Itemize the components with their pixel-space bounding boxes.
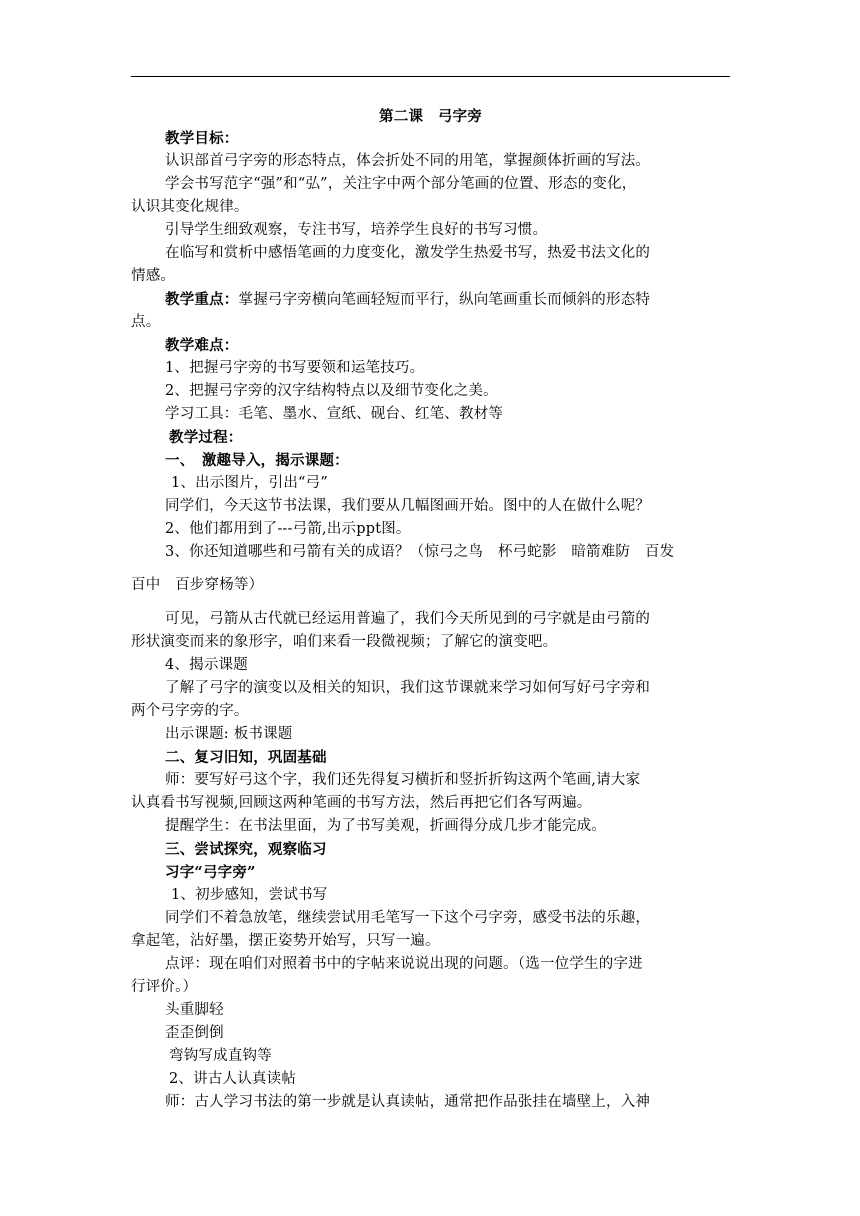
section-heading: 教学难点： (165, 337, 239, 354)
text-line: 学习工具：毛笔、墨水、宣纸、砚台、红笔、教材等 (165, 406, 504, 422)
text-line: 2、他们都用到了---弓箭,出示ppt图。 (165, 521, 411, 537)
section-heading: 习字“弓字旁” (165, 864, 256, 881)
text-line: 歪歪倒倒 (165, 1025, 224, 1041)
text-line: 提醒学生：在书法里面，为了书写美观，折画得分成几步才能完成。 (165, 818, 606, 834)
text-line: 两个弓字旁的字。 (131, 703, 249, 719)
text-line: 认真看书写视频,回顾这两种笔画的书写方法，然后再把它们各写两遍。 (131, 795, 592, 811)
section-heading: 二、复习旧知，巩固基础 (165, 749, 327, 766)
key-points-line (131, 288, 764, 312)
text-line: 同学们不着急放笔，继续尝试用毛笔写一下这个弓字旁，感受书法的乐趣， (165, 910, 651, 926)
text-line: 点评：现在咱们对照着书中的字帖来说说出现的问题。（选一位学生的字进 (165, 956, 643, 972)
text-line: 师：要写好弓这个字，我们还先得复习横折和竖折折钩这两个笔画,请大家 (165, 772, 641, 788)
text-line: 可见，弓箭从古代就已经运用普遍了，我们今天所见到的弓字就是由弓箭的 (165, 611, 651, 627)
text-line: 点。 (131, 314, 161, 330)
text-line: 1、初步感知，尝试书写 (171, 887, 328, 903)
section-heading: 教学目标： (165, 130, 239, 147)
section-heading: 三、尝试探究，观察临习 (165, 841, 327, 858)
text-line: 引导学生细致观察，专注书写，培养学生良好的书写习惯。 (165, 222, 548, 238)
page-title: 第二课 弓字旁 (379, 108, 482, 125)
text-line: 学会书写范字“强”和“弘”，关注字中两个部分笔画的位置、形态的变化， (165, 176, 637, 192)
text-line: 4、揭示课题 (165, 657, 248, 673)
text-line: 情感。 (131, 268, 176, 284)
text-line: 拿起笔，沾好墨，摆正姿势开始写，只写一遍。 (131, 933, 440, 949)
key-points-text: 掌握弓字旁横向笔画轻短而平行，纵向笔画重长而倾斜的形态特 (238, 292, 651, 308)
text-line: 2、把握弓字旁的汉字结构特点以及细节变化之美。 (165, 383, 498, 399)
text-line: 2、讲古人认真读帖 (169, 1071, 297, 1087)
text-line: 认识其变化规律。 (131, 199, 249, 215)
text-line: 在临写和赏析中感悟笔画的力度变化，激发学生热爱书写，热爱书法文化的 (165, 245, 651, 261)
text-line: 了解了弓字的演变以及相关的知识，我们这节课就来学习如何写好弓字旁和 (165, 680, 651, 696)
text-line: 1、把握弓字旁的书写要领和运笔技巧。 (165, 360, 425, 376)
text-line: 认识部首弓字旁的形态特点，体会折处不同的用笔，掌握颜体折画的写法。 (165, 153, 651, 169)
section-heading: 一、 激趣导入，揭示课题： (165, 452, 349, 469)
text-line: 头重脚轻 (165, 1002, 224, 1018)
text-line: 百中 百步穿杨等） (131, 577, 264, 593)
key-points-label: 教学重点： (165, 291, 239, 308)
text-line: 1、出示图片，引出“弓” (171, 475, 328, 491)
section-heading: 教学过程： (169, 429, 243, 446)
text-line: 形状演变而来的象形字，咱们来看一段微视频；了解它的演变吧。 (131, 634, 558, 650)
text-line: 弯钩写成直钩等 (169, 1048, 272, 1064)
text-line: 同学们，今天这节书法课，我们要从几幅图画开始。图中的人在做什么呢？ (165, 498, 651, 514)
text-line: 行评价。） (131, 979, 198, 995)
text-line: 师：古人学习书法的第一步就是认真读帖，通常把作品张挂在墙壁上，入神 (165, 1094, 651, 1110)
text-line: 3、你还知道哪些和弓箭有关的成语？（惊弓之鸟 杯弓蛇影 暗箭难防 百发 (165, 544, 675, 560)
text-line: 出示课题: 板书课题 (165, 726, 293, 742)
header-rule (131, 76, 730, 77)
